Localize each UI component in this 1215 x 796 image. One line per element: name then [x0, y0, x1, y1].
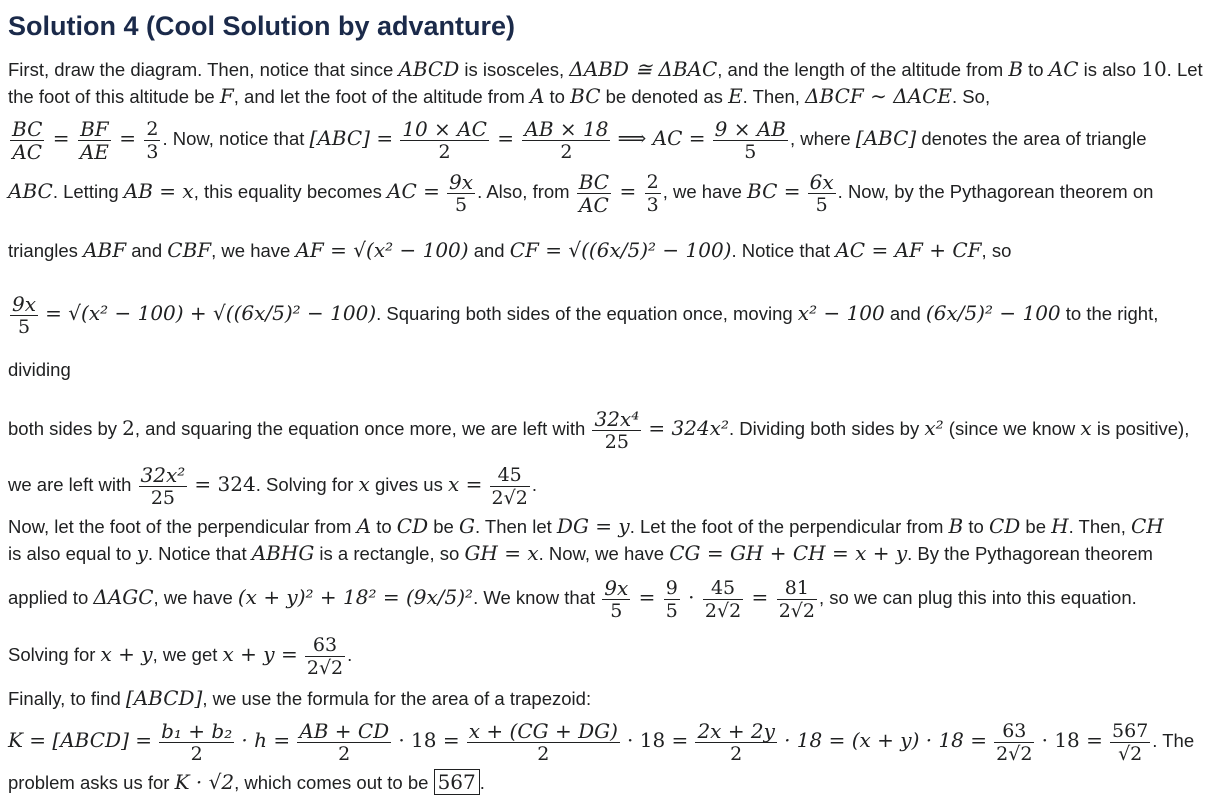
fraction: $\frac{2}{3}$: [646, 170, 659, 216]
math: ⟹ AC =: [617, 126, 706, 150]
text: be denoted as: [600, 86, 729, 107]
fraction: $\frac{45}{2√2}$: [491, 463, 528, 509]
fraction: $\frac{AB \times 18}{2}$: [524, 116, 609, 163]
fraction: $\frac{AB + CD}{2}$: [299, 718, 390, 765]
paragraph-1g: we are left with $\frac{\text{32x²}}{25}$ = 324. Solving for x gives us x = $\frac{45}{2√2}$ .: [8, 462, 537, 509]
math: AC: [1048, 57, 1079, 81]
text: to: [544, 86, 571, 107]
text: to: [1023, 59, 1049, 80]
fraction: $\frac{10 \times AC}{2}$: [402, 116, 487, 163]
math: [ABC]: [855, 126, 917, 150]
fraction: $\frac{\text{32x⁴}}{25}$: [594, 406, 640, 453]
text: denotes the area of triangle: [916, 128, 1147, 149]
fraction: $\frac{63}{2√2}$: [996, 719, 1033, 765]
fraction: $\frac{BC}{AC}$: [578, 169, 610, 217]
paragraph-2: Now, let the foot of the perpendicular from A to CD be G. Then let DG = y. Let the foot of the perpendicular from B to CD be H. Then, CH is also equal to y. Notice that ABHG is a rectangle, so GH = x. Now, we have CG = GH + CH = x + y. By the Pythagorean theorem: [8, 514, 1164, 565]
paragraph-3b: K = [ABCD] = $\frac{\text{b₁ + b₂}}{2}$ · h = $\frac{AB + CD}{2}$ · 18 = $\frac{x + (CG + DG)}{2}$ · 18 = $\frac{2x + 2y}{2}$ · 18 = (x + y) · 18 = $\frac{63}{2√2}$ · 18 = $\frac{567}{√2}$ . The: [8, 718, 1195, 765]
math: [ABC] =: [309, 126, 394, 150]
text: . Now, notice that: [162, 128, 310, 149]
fraction: $\frac{2x + 2y}{2}$: [697, 718, 775, 765]
math: A: [529, 84, 545, 108]
text: First, draw the diagram. Then, notice that since: [8, 59, 399, 80]
paragraph-2d: Solving for x + y, we get x + y = $\frac{63}{2√2}$ .: [8, 633, 353, 679]
math: 10: [1141, 57, 1167, 81]
text: , where: [789, 128, 856, 149]
paragraph-3: Finally, to find [ABCD], we use the formula for the area of a trapezoid:: [8, 686, 592, 710]
text: , and the length of the altitude from: [717, 59, 1009, 80]
math: E: [728, 84, 743, 108]
text: . So,: [952, 86, 991, 107]
fraction: $\frac{\text{32x²}}{25}$: [140, 462, 186, 509]
fraction: $\frac{9}{5}$: [665, 576, 678, 622]
math: ABCD: [398, 57, 460, 81]
math: ΔBCF ∼ ΔACE: [805, 84, 953, 108]
math: BC: [570, 84, 601, 108]
fraction: $\frac{2}{3}$: [146, 117, 159, 163]
fraction: $\frac{9x}{5}$: [12, 291, 37, 338]
fraction: $\frac{9 \times AB}{5}$: [714, 116, 786, 163]
math: ΔABD ≅ ΔBAC: [569, 57, 718, 81]
paragraph-2c: applied to ΔAGC, we have (x + y)² + 18² = (9x/5)². We know that $\frac{9x}{5}$ = $\frac{9}{5}$ · $\frac{45}{2√2}$ = $\frac{81}{2√2}$ , so we can plug this into this equation.: [8, 575, 1137, 622]
text: . Then,: [742, 86, 806, 107]
fraction: $\frac{45}{2√2}$: [704, 576, 742, 622]
text: . Let the foot of this altitude be: [8, 59, 1203, 107]
text: is isosceles,: [459, 59, 570, 80]
paragraph-1: [8, 56, 1207, 110]
fraction: $\frac{6x}{5}$: [809, 169, 834, 216]
fraction: $\frac{9x}{5}$: [449, 169, 474, 216]
fraction: $\frac{9x}{5}$: [604, 575, 629, 622]
paragraph-1c: ABC. Letting AB = x, this equality becomes AC = $\frac{9x}{5}$ . Also, from $\frac{BC}{AC}$ = $\frac{2}{3}$ , we have BC = $\frac{6x}{5}$ . Now, by the Pythagorean theorem on: [8, 169, 1154, 217]
solution-heading: Solution 4 (Cool Solution by advanture): [8, 11, 515, 41]
text: is also: [1078, 59, 1142, 80]
paragraph-1b: $\frac{BC}{AC}$ = $\frac{BF}{AE}$ = $\frac{2}{3}$ . Now, notice that [ABC] = $\frac{10 \times AC}{2}$ = $\frac{AB \times 18}{2}$ ⟹ AC = $\frac{9 \times AB}{5}$ , where [ABC] denotes the area of triangle: [12, 116, 1147, 164]
paragraph-3c: problem asks us for K · √2, which comes out to be 567 .: [8, 770, 485, 794]
fraction: $\frac{63}{2√2}$: [306, 633, 344, 679]
text: , and let the foot of the altitude from: [233, 86, 530, 107]
fraction: $\frac{BF}{AE}$: [79, 116, 109, 164]
paragraph-1d: triangles ABF and CBF, we have AF = √(x² − 100) and CF = √((6x/5)² − 100). Notice that AC = AF + CF, so: [8, 238, 1012, 262]
fraction: $\frac{81}{2√2}$: [778, 576, 815, 622]
paragraph-1f: both sides by 2, and squaring the equation once more, we are left with $\frac{\text{32x⁴}}{25}$ = 324x². Dividing both sides by x² (since we know x is positive),: [8, 406, 1190, 453]
fraction: $\frac{x + (CG + DG)}{2}$: [468, 718, 618, 765]
math: B: [1008, 57, 1024, 81]
fraction: $\frac{BC}{AC}$: [12, 116, 43, 164]
math: F: [219, 84, 234, 108]
fraction: $\frac{\text{b₁ + b₂}}{2}$: [161, 718, 233, 765]
paragraph-1e: $\frac{9x}{5}$ = √(x² − 100) + √((6x/5)² − 100). Squaring both sides of the equation once, moving x² − 100 and (6x/5)² − 100 to the right, dividing: [8, 291, 1159, 380]
answer-box: 567: [434, 769, 480, 795]
fraction: $\frac{567}{√2}$: [1112, 719, 1149, 765]
